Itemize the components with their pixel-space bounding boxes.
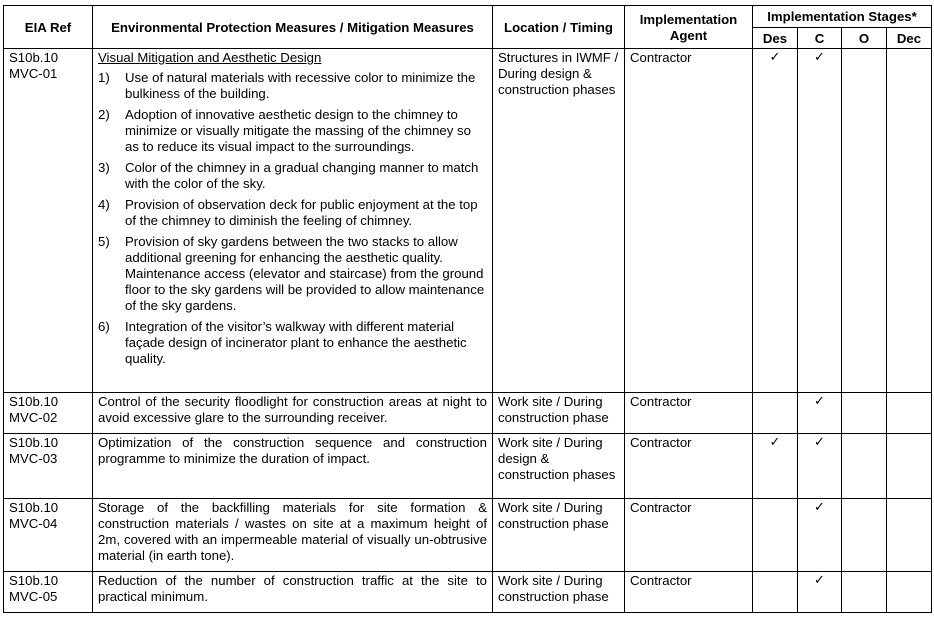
stage-des-cell xyxy=(753,572,798,613)
eia-ref-cell: S10b.10 MVC-01 xyxy=(4,49,93,393)
stage-des-cell xyxy=(753,499,798,572)
measure-cell: Storage of the backfilling materials for site formation & construction materials / wastes on site at a maximum height of 2m, covered with an impermeable material of visually un-obtrusive material (in earth tone). xyxy=(93,499,493,572)
check-mark-icon: ✓ xyxy=(769,434,781,449)
location-cell: Work site / During construction phase xyxy=(493,499,625,572)
item-number: 1) xyxy=(98,70,110,85)
check-mark-icon: ✓ xyxy=(769,49,781,64)
header-stages: Implementation Stages* xyxy=(753,6,932,28)
check-mark-icon: ✓ xyxy=(814,434,825,449)
location-cell: Work site / During construction phase xyxy=(493,393,625,434)
stage-o-cell xyxy=(842,49,887,393)
agent-cell: Contractor xyxy=(625,393,753,434)
header-des: Des xyxy=(753,28,798,49)
item-text: Use of natural materials with recessive color to minimize the bulkiness of the building. xyxy=(125,70,476,101)
eia-ref-cell: S10b.10 MVC-05 xyxy=(4,572,93,613)
stage-o-cell xyxy=(842,434,887,499)
agent-cell: Contractor xyxy=(625,499,753,572)
item-text: Adoption of innovative aesthetic design to the chimney to minimize or visually mitigate the massing of the chimney so as to reduce its visual impact to the surroundings. xyxy=(125,107,471,154)
header-eia-ref: EIA Ref xyxy=(4,6,93,49)
measure-cell: Control of the security floodlight for construction areas at night to avoid excessive glare to the surrounding receiver. xyxy=(93,393,493,434)
measure-list xyxy=(98,70,487,367)
eia-ref-cell: S10b.10 MVC-02 xyxy=(4,393,93,434)
item-text: Provision of observation deck for public enjoyment at the top of the chimney to diminish the feeling of chimney. xyxy=(125,197,478,228)
mitigation-measures-table xyxy=(3,5,932,613)
measure-cell xyxy=(93,49,493,393)
table-row xyxy=(4,49,932,393)
stage-o-cell xyxy=(842,572,887,613)
agent-cell: Contractor xyxy=(625,572,753,613)
list-item xyxy=(98,70,487,102)
stage-dec-cell xyxy=(887,434,932,499)
stage-des-cell xyxy=(753,434,798,499)
list-item xyxy=(98,319,487,367)
item-number: 3) xyxy=(98,160,110,175)
item-text: Color of the chimney in a gradual changing manner to match with the color of the sky. xyxy=(125,160,479,191)
location-cell: Work site / During construction phase xyxy=(493,572,625,613)
stage-des-cell xyxy=(753,49,798,393)
stage-c-cell xyxy=(798,434,842,499)
item-text: Integration of the visitor’s walkway with different material façade design of incinerator plant to enhance the aesthetic quality. xyxy=(125,319,467,366)
list-item xyxy=(98,197,487,229)
agent-cell: Contractor xyxy=(625,434,753,499)
stage-dec-cell xyxy=(887,572,932,613)
stage-dec-cell xyxy=(887,499,932,572)
list-item xyxy=(98,160,487,192)
header-measures: Environmental Protection Measures / Mitigation Measures xyxy=(93,6,493,49)
item-number: 6) xyxy=(98,319,110,334)
location-cell: Work site / During design & construction phases xyxy=(493,434,625,499)
stage-dec-cell xyxy=(887,393,932,434)
table-row xyxy=(4,499,932,572)
stage-dec-cell xyxy=(887,49,932,393)
measure-cell: Optimization of the construction sequence and construction programme to minimize the duration of impact. xyxy=(93,434,493,499)
measure-cell: Reduction of the number of construction traffic at the site to practical minimum. xyxy=(93,572,493,613)
stage-des-cell xyxy=(753,393,798,434)
stage-o-cell xyxy=(842,499,887,572)
stage-c-cell xyxy=(798,393,842,434)
header-row xyxy=(4,6,932,28)
item-number: 2) xyxy=(98,107,110,122)
stage-c-cell xyxy=(798,572,842,613)
item-number: 4) xyxy=(98,197,110,212)
list-item xyxy=(98,234,487,314)
header-location: Location / Timing xyxy=(493,6,625,49)
stage-o-cell xyxy=(842,393,887,434)
check-mark-icon: ✓ xyxy=(814,499,825,514)
stage-c-cell xyxy=(798,499,842,572)
check-mark-icon: ✓ xyxy=(814,572,825,587)
header-agent: Implementation Agent xyxy=(625,6,753,49)
eia-ref-cell: S10b.10 MVC-03 xyxy=(4,434,93,499)
check-mark-icon: ✓ xyxy=(814,393,825,408)
check-mark-icon: ✓ xyxy=(814,49,825,64)
header-dec: Dec xyxy=(887,28,932,49)
item-number: 5) xyxy=(98,234,110,249)
agent-cell: Contractor xyxy=(625,49,753,393)
stage-c-cell xyxy=(798,49,842,393)
measure-title: Visual Mitigation and Aesthetic Design xyxy=(98,50,322,65)
table-row xyxy=(4,393,932,434)
eia-ref-cell: S10b.10 MVC-04 xyxy=(4,499,93,572)
list-item xyxy=(98,107,487,155)
header-o: O xyxy=(842,28,887,49)
location-cell: Structures in IWMF / During design & construction phases xyxy=(493,49,625,393)
table-row xyxy=(4,434,932,499)
table-row xyxy=(4,572,932,613)
item-text: Provision of sky gardens between the two stacks to allow additional greening for enhancing the aesthetic quality. Maintenance access (elevator and staircase) from the ground floor to the sky gardens will be provided to allow maintenance of the sky gardens. xyxy=(125,234,485,313)
header-c: C xyxy=(798,28,842,49)
